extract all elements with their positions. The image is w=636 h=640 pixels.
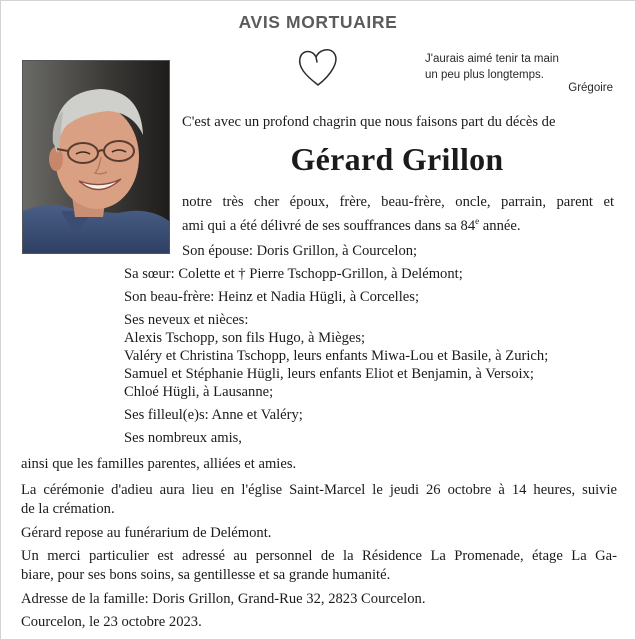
family-address: Adresse de la famille: Doris Grillon, Grand-Rue 32, 2823 Courcelon. xyxy=(21,591,426,607)
relation-line-text: ami qui a été délivré de ses souffrances dans sa 84 xyxy=(182,217,476,234)
thanks-line: biare, pour ses bons soins, sa gentillesse et sa grande humanité. xyxy=(21,567,391,583)
thanks-text xyxy=(21,547,617,585)
quote-text xyxy=(425,51,559,83)
family-nephew-item: Valéry et Christina Tschopp, leurs enfants Miwa-Lou et Basile, à Zurich; xyxy=(124,348,549,364)
funeral-home-text: Gérard repose au funérarium de Delémont. xyxy=(21,525,272,541)
family-friends: Ses nombreux amis, xyxy=(124,430,242,446)
family-spouse: Son épouse: Doris Grillon, à Courcelon; xyxy=(182,243,418,259)
intro-sentence: C'est avec un profond chagrin que nous faisons part du décès de xyxy=(182,114,556,130)
family-nephew-item: Chloé Hügli, à Lausanne; xyxy=(124,384,274,400)
family-nephews-title: Ses neveux et nièces: xyxy=(124,312,249,328)
relation-text xyxy=(182,193,614,236)
thanks-line: Un merci particulier est adressé au personnel de la Résidence La Promenade, étage La Ga- xyxy=(21,548,617,564)
family-nephew-item: Samuel et Stéphanie Hügli, leurs enfants Eliot et Benjamin, à Versoix; xyxy=(124,366,534,382)
place-date: Courcelon, le 23 octobre 2023. xyxy=(21,614,202,630)
family-godchildren: Ses filleul(e)s: Anne et Valéry; xyxy=(124,407,303,423)
family-brother-in-law: Son beau-frère: Heinz et Nadia Hügli, à Corcelles; xyxy=(124,289,420,305)
quote-line: un peu plus longtemps. xyxy=(425,69,544,81)
heart-outline-icon xyxy=(295,45,341,91)
relation-line: notre très cher époux, frère, beau-frère, oncle, parrain, parent et xyxy=(182,194,614,210)
ceremony-text xyxy=(21,481,617,519)
quote-author: Grégoire xyxy=(568,82,613,94)
deceased-name: Gérard Grillon xyxy=(290,141,504,177)
portrait-photo xyxy=(22,60,170,254)
notice-title: AVIS MORTUAIRE xyxy=(238,12,398,32)
family-nephew-item: Alexis Tschopp, son fils Hugo, à Mièges; xyxy=(124,330,366,346)
family-sister: Sa sœur: Colette et † Pierre Tschopp-Grillon, à Delémont; xyxy=(124,266,463,282)
ordinal-suffix: e xyxy=(475,216,480,226)
quote-line: J'aurais aimé tenir ta main xyxy=(425,53,559,65)
relation-line-end: année. xyxy=(479,217,521,234)
ceremony-line: La cérémonie d'adieu aura lieu en l'église Saint-Marcel le jeudi 26 octobre à 14 heures, suivie xyxy=(21,482,617,498)
ceremony-line: de la crémation. xyxy=(21,501,115,517)
relation-line xyxy=(182,212,614,236)
families-line: ainsi que les familles parentes, alliées et amies. xyxy=(21,456,297,472)
